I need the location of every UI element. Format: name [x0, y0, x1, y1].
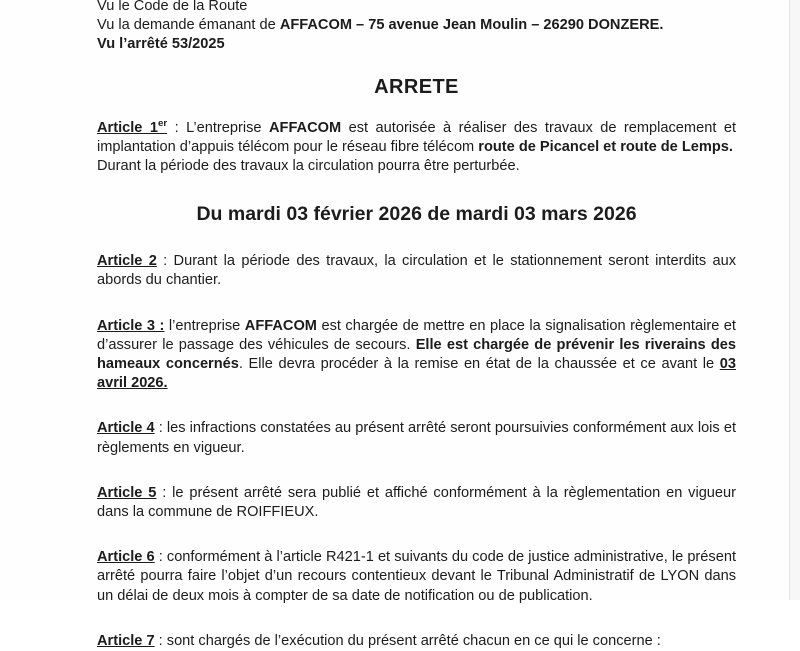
heading-arrete [97, 75, 736, 99]
article-3-obligation-bold: Elle est chargée de prévenir les riverains des hameaux concernés [97, 336, 736, 373]
article-7-colon: : [154, 632, 167, 649]
article-1-paragraph [97, 119, 736, 157]
preamble-line-demande [97, 16, 736, 35]
heading-dates-text: Du mardi 03 février 2026 de mardi 03 mars 2026 [196, 203, 637, 226]
article-6-label: Article 6 [97, 549, 155, 566]
article-4-text: les infractions constatées au présent arrêté seront poursuivies conformément aux lois et règlements en vigueur. [97, 420, 736, 456]
article-1-company: AFFACOM [269, 119, 342, 136]
article-1-colon: : [167, 119, 187, 136]
article-7-text: sont chargés de l’exécution du présent arrêté chacun en ce qui le concerne : [166, 632, 661, 649]
article-5-paragraph [97, 484, 736, 522]
article-3-paragraph [97, 317, 736, 394]
article-1-label-text: Article 1 [97, 119, 158, 136]
article-2-text: Durant la période des travaux, la circulation et le stationnement seront interdits aux abords du chantier. [97, 253, 737, 289]
article-3-seg3: est chargée de mettre en place la signalisation règlementaire et d’assurer le passage des véhicules de secours. [97, 317, 736, 353]
heading-arrete-text: ARRETE [374, 75, 459, 98]
article-4-paragraph [97, 419, 736, 457]
spacer-before-article-6 [97, 522, 736, 548]
spacer-before-article-4 [97, 393, 736, 419]
article-7-label: Article 7 [97, 632, 155, 649]
article-1-location: route de Picancel et route de Lemps. [478, 138, 733, 155]
spacer-before-dates-heading [97, 176, 736, 202]
article-2-label: Article 2 [97, 253, 157, 270]
article-1-label [97, 117, 168, 136]
article-3-seg5: . Elle devra procéder à la remise en état de la chaussée et ce avant le [238, 356, 720, 373]
preamble-line-arrete-ref [97, 35, 736, 54]
preamble-block [97, 0, 736, 55]
article-2-paragraph [97, 252, 736, 290]
article-2-colon: : [156, 253, 174, 270]
article-6-colon: : [154, 549, 167, 566]
spacer-before-arrete-heading [97, 55, 736, 75]
preamble-line-2-company: AFFACOM – 75 avenue Jean Moulin – 26290 DONZERE. [279, 17, 664, 34]
article-1-followup-line [97, 157, 736, 176]
spacer-after-arrete-heading [97, 99, 736, 119]
heading-work-period-dates [97, 202, 736, 226]
article-4-colon: : [154, 420, 167, 437]
article-7-paragraph [97, 632, 736, 651]
article-3-deadline-date: 03 avril 2026. [97, 356, 736, 392]
article-5-label: Article 5 [97, 484, 157, 501]
article-6-paragraph [97, 548, 736, 606]
article-4-label: Article 4 [97, 420, 155, 437]
spacer-after-dates-heading [97, 226, 736, 252]
article-1-seg1: L’entreprise [186, 119, 269, 136]
article-1-seg3: est autorisée à réaliser des travaux de remplacement et implantation d’appuis télécom pour le réseau fibre télécom [97, 119, 736, 155]
preamble-line-2-prefix: Vu la demande émanant de [97, 17, 280, 34]
preamble-line-1-text: Vu le Code de la Route [97, 0, 248, 14]
article-5-text: le présent arrêté sera publié et affiché conformément à la règlementation en vigueur dans la commune de ROIFFIEUX. [97, 484, 737, 521]
article-1-label-sup: er [158, 117, 168, 129]
spacer-before-article-3 [97, 291, 736, 317]
article-1-line2-text: Durant la période des travaux la circulation pourra être perturbée. [97, 158, 520, 175]
spacer-before-article-5 [97, 458, 736, 484]
article-3-label: Article 3 : [97, 317, 165, 334]
spacer-before-article-7 [97, 606, 736, 632]
article-3-seg1: l’entreprise [164, 317, 245, 334]
document-text-column [97, 0, 736, 651]
article-3-company: AFFACOM [244, 317, 317, 334]
article-5-colon: : [156, 484, 173, 501]
preamble-line-code-route [97, 0, 736, 16]
page-right-gutter [790, 0, 800, 600]
article-6-text: conformément à l’article R421-1 et suivants du code de justice administrative, le présent arrêté pourra faire l’objet d’un recours contentieux devant le Tribunal Administratif de LYON dans un délai de deux mois à compter de sa date de notification ou de publication. [97, 549, 736, 604]
preamble-line-3-text: Vu l’arrêté 53/2025 [97, 36, 225, 53]
